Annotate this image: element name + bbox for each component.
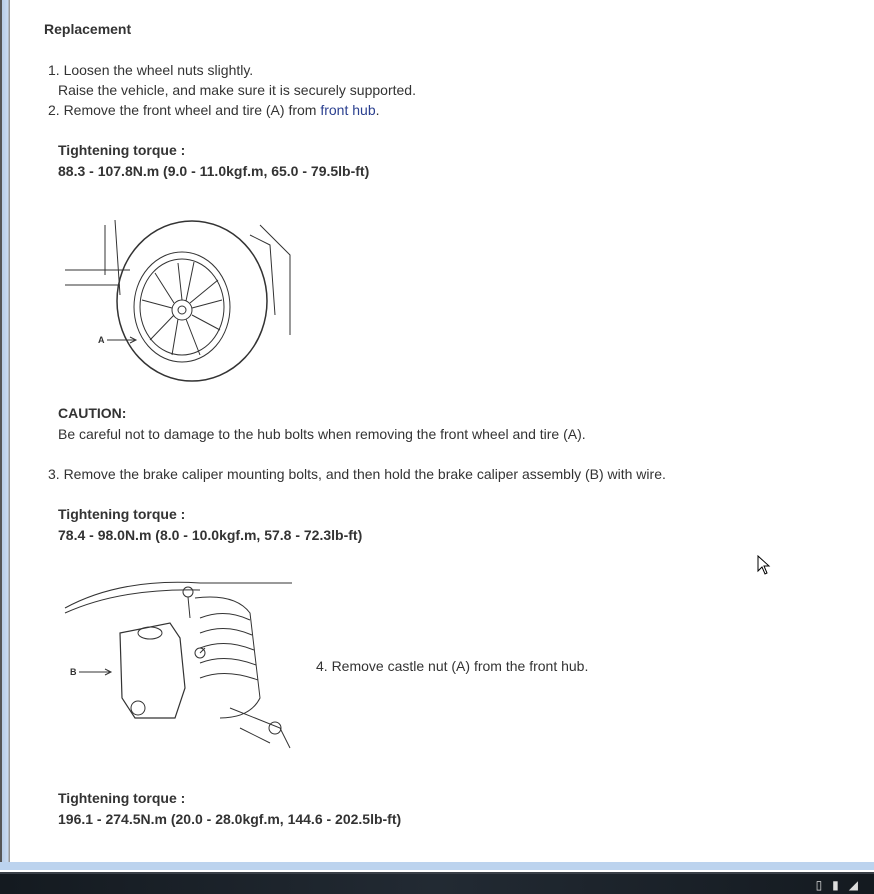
step-2-suffix: . (375, 102, 380, 118)
window-border-left (0, 0, 10, 866)
torque-value-1: 88.3 - 107.8N.m (9.0 - 11.0kgf.m, 65.0 - 79.5lb-ft) (58, 163, 370, 179)
wheel-tire-illustration (60, 215, 295, 385)
step-4: 4. Remove castle nut (A) from the front hub. (316, 658, 589, 674)
step-1-detail: Raise the vehicle, and make sure it is securely supported. (58, 82, 416, 98)
torque-label-1: Tightening torque : (58, 142, 186, 158)
brake-caliper-illustration (60, 578, 295, 756)
figure-label-a: A (98, 335, 105, 345)
caution-title: CAUTION: (58, 405, 127, 421)
mouse-cursor-icon (757, 555, 771, 575)
step-2 (48, 102, 380, 118)
torque-label-3: Tightening torque : (58, 790, 186, 806)
torque-value-3: 196.1 - 274.5N.m (20.0 - 28.0kgf.m, 144.6 - 202.5lb-ft) (58, 811, 402, 827)
caution-text: Be careful not to damage to the hub bolts when removing the front wheel and tire (A). (58, 426, 586, 442)
torque-value-2: 78.4 - 98.0N.m (8.0 - 10.0kgf.m, 57.8 - 72.3lb-ft) (58, 527, 363, 543)
torque-label-2: Tightening torque : (58, 506, 186, 522)
step-1: 1. Loosen the wheel nuts slightly. (48, 62, 254, 78)
step-2-text: 2. Remove the front wheel and tire (A) from (48, 102, 321, 118)
taskbar (0, 872, 874, 894)
system-tray-icons[interactable]: ▯▮◢ (815, 878, 868, 892)
window-border-bottom (0, 862, 874, 872)
front-hub-link[interactable]: front hub (320, 102, 376, 118)
section-heading: Replacement (44, 21, 132, 37)
figure-label-b: B (70, 667, 77, 677)
step-3: 3. Remove the brake caliper mounting bolts, and then hold the brake caliper assembly (B) with wire. (48, 466, 666, 482)
